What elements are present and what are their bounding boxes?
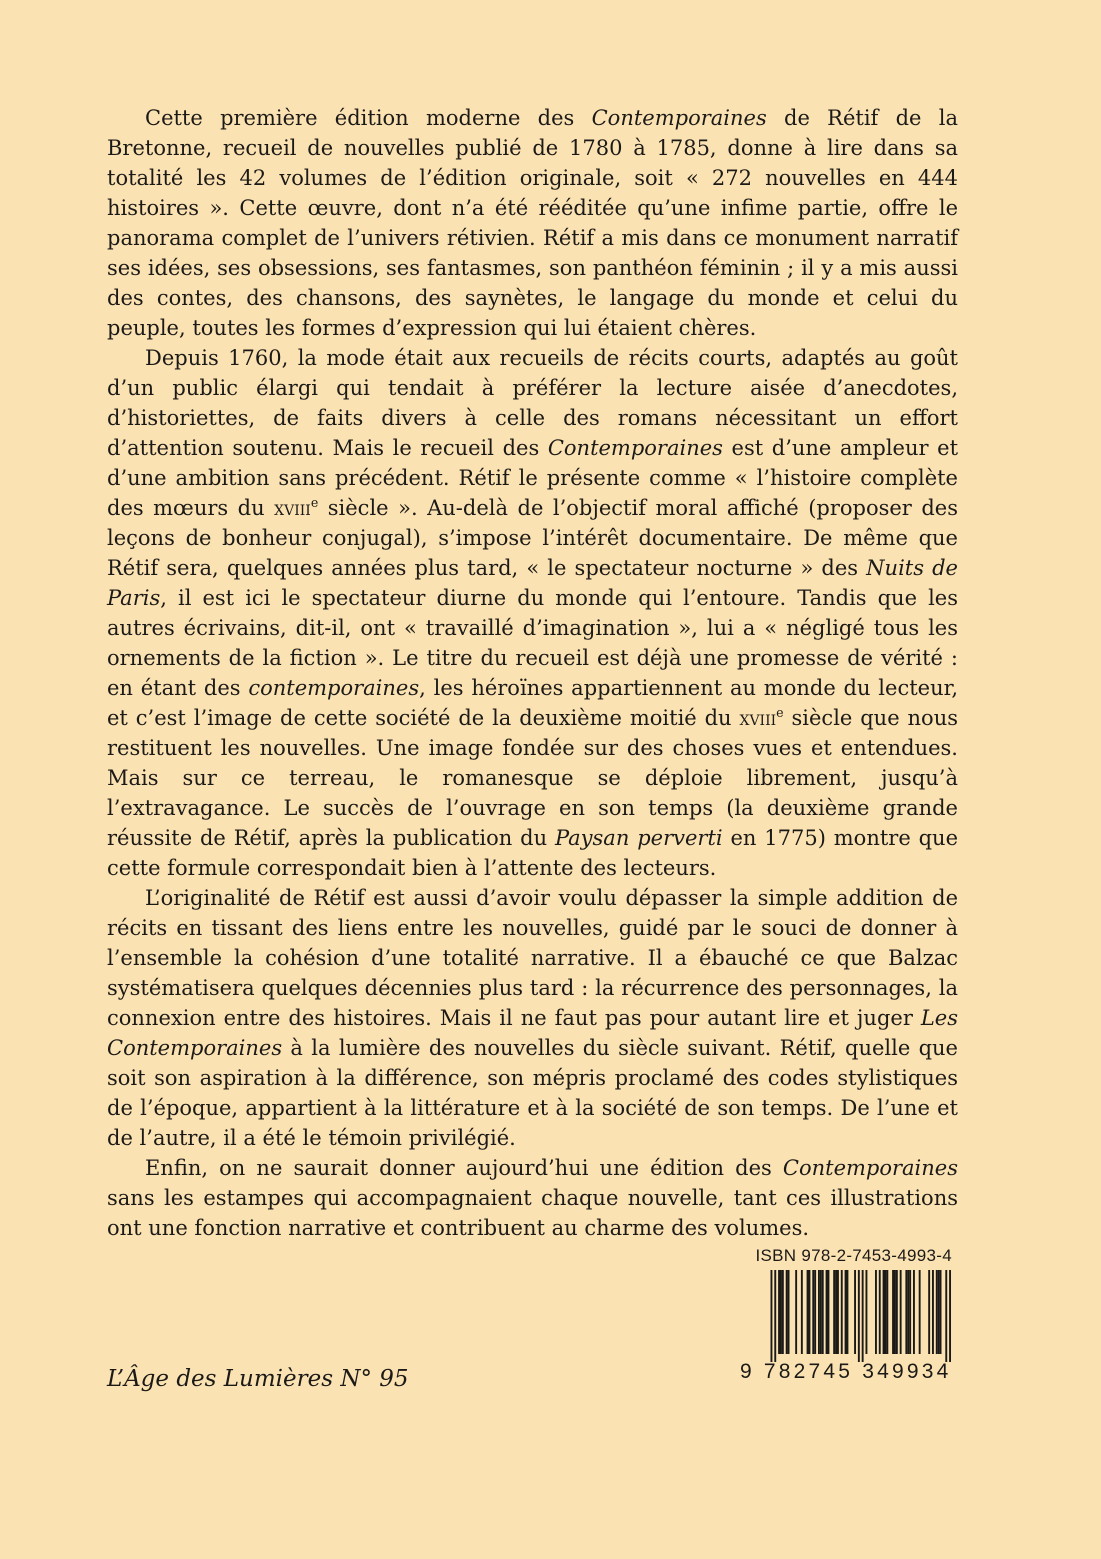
barcode-bar (845, 1270, 847, 1354)
barcode-bar (928, 1270, 930, 1354)
barcode-bar (795, 1270, 797, 1354)
blurb-paragraph (107, 343, 958, 883)
blurb-paragraph (107, 883, 958, 1153)
text-run: à la lumière des nouvelles du siècle suivant. Rétif, quelle que soit son aspiration à la différence, son mépris proclamé des codes stylistiques de l’époque, appartient à la littérature et à la société de son temps. De l’une et de l’autre, il a été le témoin privilégié. (107, 1036, 958, 1150)
barcode-bar (782, 1270, 784, 1354)
blurb-paragraph (107, 1153, 958, 1243)
barcode-guard-bar (945, 1270, 947, 1362)
barcode-bar (886, 1270, 888, 1354)
barcode-bar (837, 1270, 839, 1354)
title-italic: contemporaines (248, 676, 420, 700)
title-italic: Les Contemporaines (107, 1006, 958, 1060)
roman-numeral: xviii (739, 706, 777, 730)
text-run: de Rétif de la Bretonne, recueil de nouvelles publié de 1780 à 1785, donne à lire dans sa totalité les 42 volumes de l’édition originale, soit « 272 nouvelles en 444 histoires ». Cette œuvre, dont n’a été rééditée qu’une infime partie, offre le panorama complet de l’univers rétivien. Rétif a mis dans ce monument narratif ses idées, ses obsessions, ses fantasmes, son panthéon féminin ; il y a mis aussi des contes, des chansons, des saynètes, le langage du monde et celui du peuple, toutes les formes d’expression qui lui étaient chères. (107, 106, 958, 340)
barcode-bar (885, 1270, 887, 1354)
barcode-bar (892, 1270, 894, 1354)
superscript: e (310, 495, 319, 510)
barcode-bar (786, 1270, 788, 1354)
text-run: siècle ». Au-delà de l’objectif moral affiché (proposer des leçons de bonheur conjugal), s’impose l’intérêt documentaire. De même que Rétif sera, quelques années plus tard, « le spectateur nocturne » des (107, 496, 958, 580)
barcode-bar (854, 1270, 856, 1354)
barcode-bar (822, 1270, 824, 1354)
barcode-guard-bar (858, 1270, 860, 1362)
barcode-bar (814, 1270, 816, 1354)
series-title: L’Âge des Lumières N° 95 (107, 1366, 409, 1392)
text-run: Depuis 1760, la mode était aux recueils de récits courts, adaptés au goût d’un public élargi qui tendait à préférer la lecture aisée d’anecdotes, d’historiettes, de faits divers à celle des romans nécessitant un effort d’attention soutenu. Mais le recueil des (107, 346, 958, 460)
barcode-bar (809, 1270, 811, 1354)
barcode-bar (818, 1270, 820, 1354)
text-run: L’originalité de Rétif est aussi d’avoir voulu dépasser la simple addition de récits en tissant des liens entre les nouvelles, guidé par le souci de donner à l’ensemble la cohésion d’une totalité narrative. Il a ébauché ce que Balzac systématisera quelques décennies plus tard : la récurrence des personnages, la connexion entre des histoires. Mais il ne faut pas pour autant lire et juger (107, 886, 958, 1030)
barcode-bar (932, 1270, 934, 1354)
superscript: e (776, 705, 784, 720)
barcode-bar (826, 1270, 828, 1354)
barcode-digits: 9 782745 349934 (740, 1360, 952, 1383)
title-italic: Contemporaines (591, 106, 767, 130)
title-italic: Paysan perverti (554, 826, 723, 850)
barcode-bar (938, 1270, 940, 1354)
barcode-bar (894, 1270, 896, 1354)
barcode-bar (841, 1270, 843, 1354)
barcode-guard-bar (774, 1270, 776, 1362)
isbn-barcode (740, 1246, 952, 1386)
text-run: sans les estampes qui accompagnaient chaque nouvelle, tant ces illustrations ont une fonction narrative et contribuent au charme des volumes. (107, 1186, 958, 1240)
text-run: Enfin, on ne saurait donner aujourd’hui une édition des (145, 1156, 783, 1180)
barcode-bar (919, 1270, 921, 1354)
barcode-bar (900, 1270, 902, 1354)
barcode-bar (909, 1270, 911, 1354)
barcode-guard-bar (949, 1270, 951, 1362)
barcode-bar (788, 1270, 790, 1354)
title-italic: Contemporaines (782, 1156, 958, 1180)
barcode-bar (847, 1270, 849, 1354)
barcode-bar (807, 1270, 809, 1354)
text-run: Cette première édition moderne des (145, 106, 592, 130)
barcode-bar (905, 1270, 907, 1354)
barcode-bar (875, 1270, 877, 1354)
blurb-paragraph (107, 103, 958, 343)
text-run: , les héroïnes appartiennent au monde du lecteur, et c’est l’image de cette société de la deuxième moitié du (107, 676, 958, 730)
barcode-bar (801, 1270, 803, 1354)
barcode-bar (907, 1270, 909, 1354)
barcode-bar (812, 1270, 814, 1354)
text-run: en 1775) montre que cette formule correspondait bien à l’attente des lecteurs. (107, 826, 959, 880)
text-run: , il est ici le spectateur diurne du monde qui l’entoure. Tandis que les autres écrivains, dit-il, ont « travaillé d’imagination », lui a « négligé tous les ornements de la fiction ». Le titre du recueil est déjà une promesse de vérité : en étant des (107, 586, 958, 700)
blurb-text (107, 103, 958, 1243)
text-run: siècle que nous restituent les nouvelles. Une image fondée sur des choses vues et entendues. Mais sur ce terreau, le romanesque se déploie librement, jusqu’à l’extravagance. Le succès de l’ouvrage en son temps (la deuxième grande réussite de Rétif, après la publication du (107, 706, 959, 850)
barcode-bar (866, 1270, 868, 1354)
barcode-bars (740, 1270, 952, 1362)
title-italic: Nuits de Paris (107, 556, 958, 610)
barcode-bar (835, 1270, 837, 1354)
isbn-label: ISBN 978-2-7453-4993-4 (755, 1246, 952, 1265)
barcode-bar (833, 1270, 835, 1354)
barcode-bar (896, 1270, 898, 1354)
title-italic: Contemporaines (547, 436, 723, 460)
barcode-guard-bar (862, 1270, 864, 1362)
barcode-bar (883, 1270, 885, 1354)
barcode-bar (936, 1270, 938, 1354)
barcode-bar (820, 1270, 822, 1354)
barcode-bar (780, 1270, 782, 1354)
barcode-bar (879, 1270, 881, 1354)
text-run: est d’une ampleur et d’une ambition sans précédent. Rétif le présente comme « l’histoire complète des mœurs du (107, 436, 959, 520)
barcode-bar (940, 1270, 942, 1354)
barcode-bar (913, 1270, 915, 1354)
barcode-bar (778, 1270, 780, 1354)
barcode-guard-bar (771, 1270, 773, 1362)
barcode-bar (828, 1270, 830, 1354)
roman-numeral: xviii (274, 496, 311, 520)
